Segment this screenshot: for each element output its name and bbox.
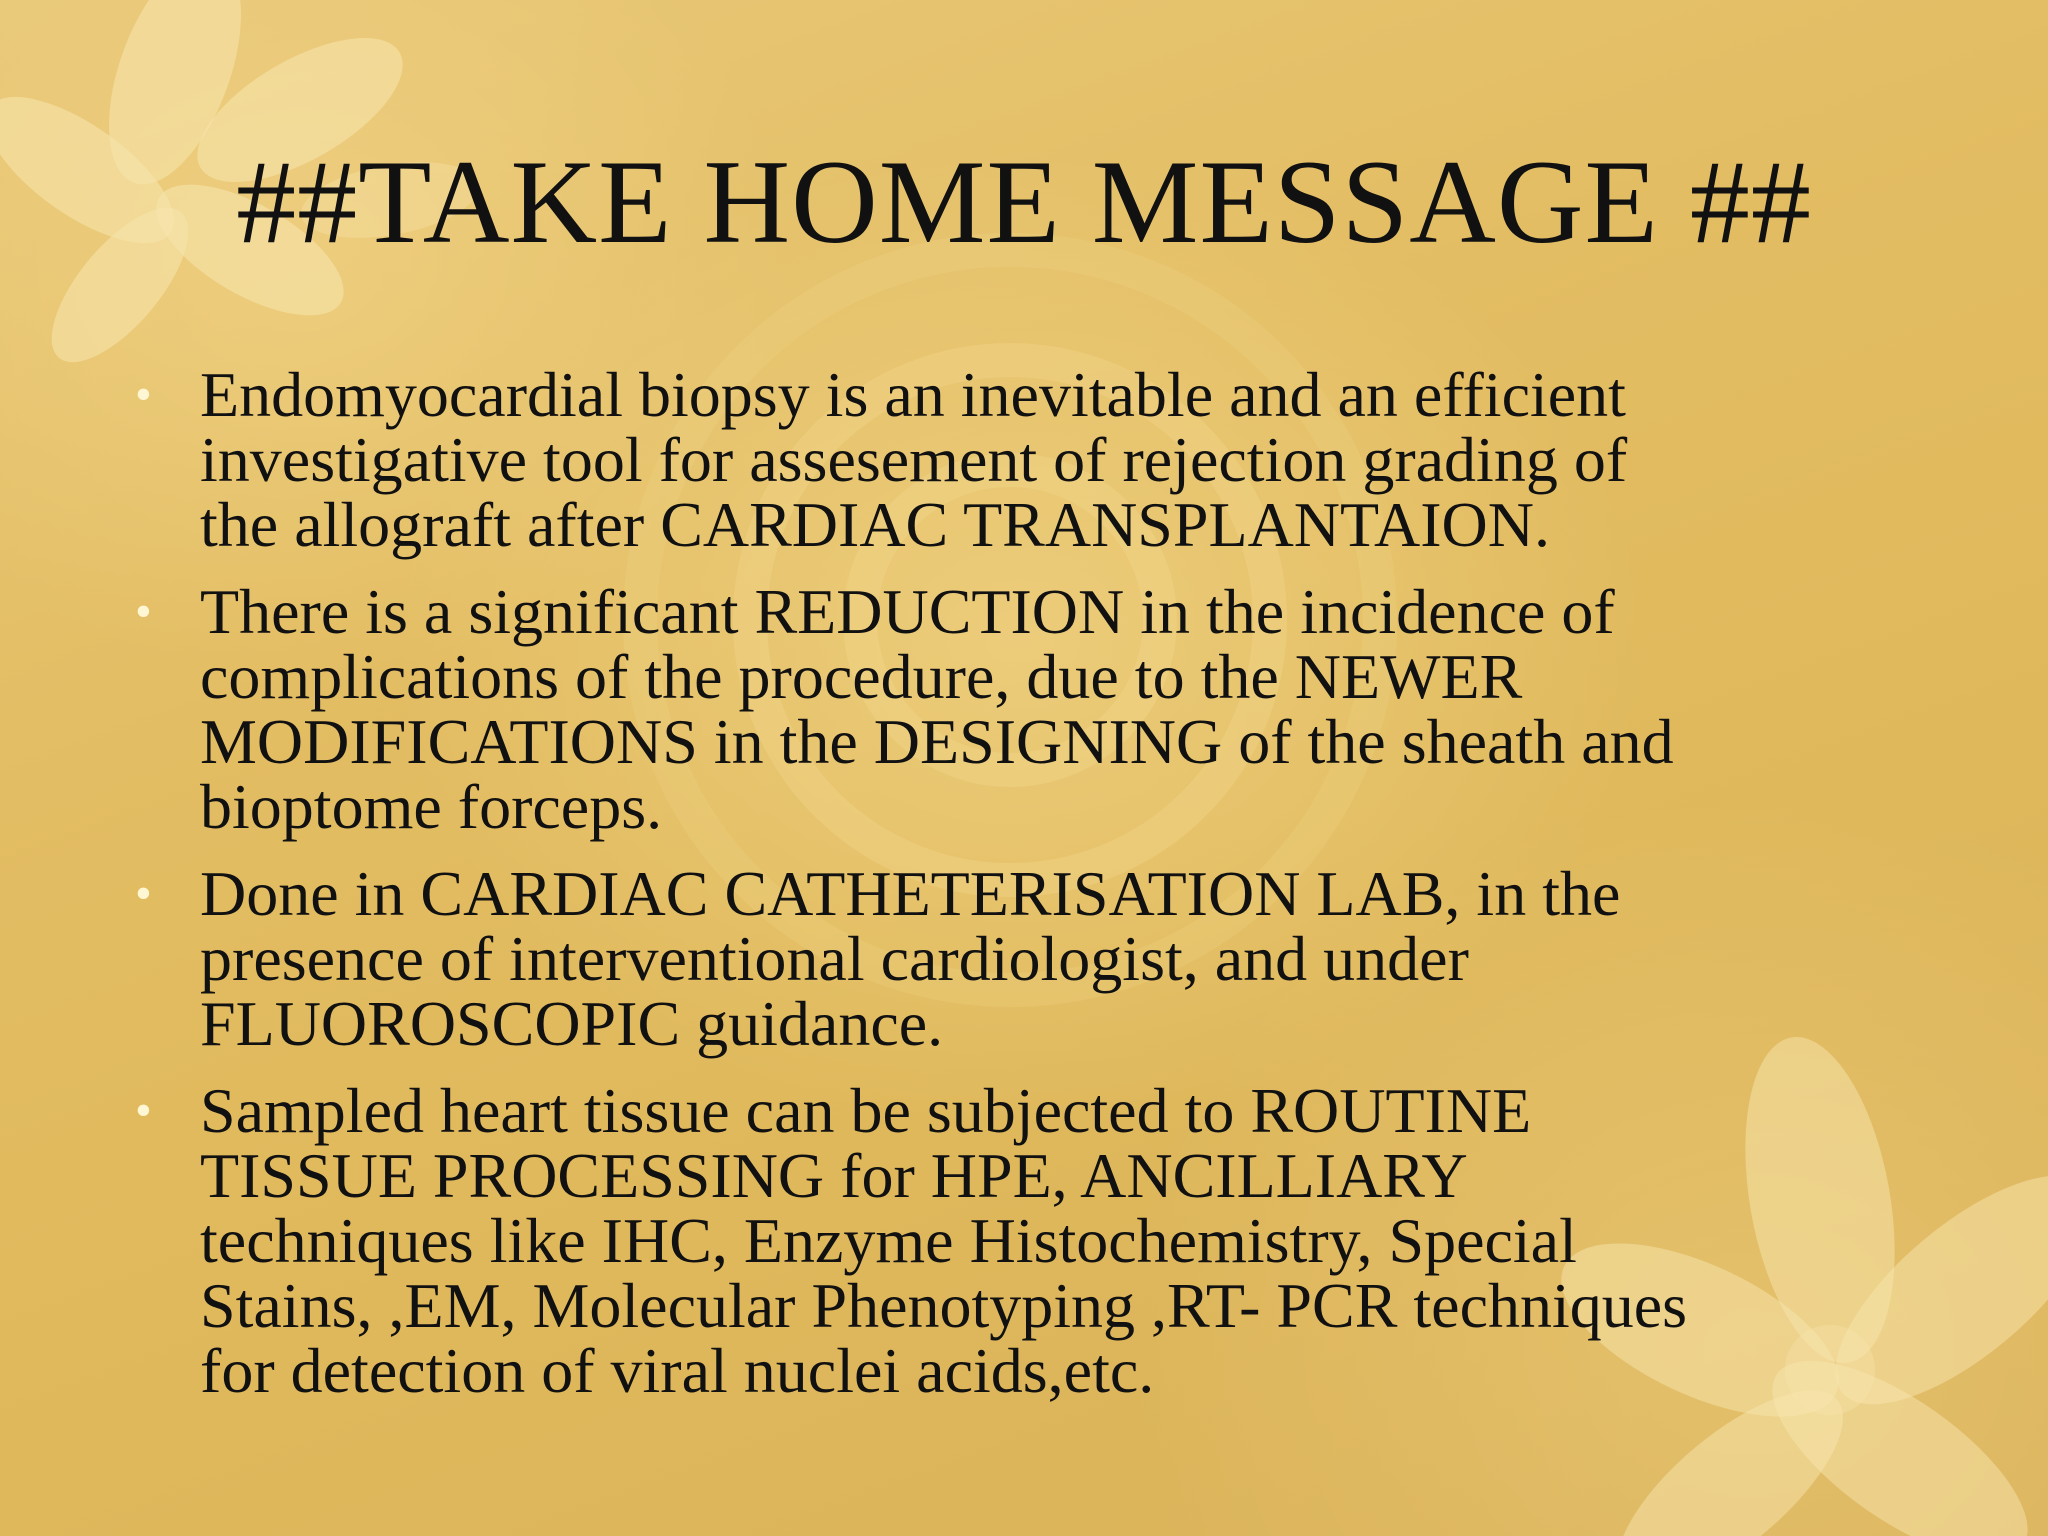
- bullet-icon: •: [135, 1084, 152, 1137]
- bullet-icon: •: [135, 867, 152, 920]
- bullet-line: complications of the procedure, due to the NEWER: [200, 641, 1523, 712]
- bullet-line: FLUOROSCOPIC guidance.: [200, 988, 944, 1059]
- bullet-line: investigative tool for assesement of rejection grading of: [200, 424, 1628, 495]
- bullet-item: [130, 576, 1930, 842]
- bullet-line: Endomyocardial biopsy is an inevitable and an efficient: [200, 359, 1626, 430]
- bullet-line: There is a significant REDUCTION in the incidence of: [200, 576, 1615, 647]
- bullet-item: [130, 359, 1930, 560]
- bullet-line: Stains, ,EM, Molecular Phenotyping ,RT- PCR techniques: [200, 1270, 1688, 1341]
- bullet-item: [130, 858, 1930, 1059]
- bullet-icon: •: [135, 585, 152, 638]
- bullet-line: presence of interventional cardiologist, and under: [200, 923, 1469, 994]
- bullet-line: for detection of viral nuclei acids,etc.: [200, 1335, 1155, 1406]
- bullet-line: TISSUE PROCESSING for HPE, ANCILLIARY: [200, 1140, 1468, 1211]
- bullet-item: [130, 1075, 1930, 1406]
- bullet-icon: •: [135, 368, 152, 421]
- bullet-line: techniques like IHC, Enzyme Histochemistry, Special: [200, 1205, 1577, 1276]
- bullet-line: MODIFICATIONS in the DESIGNING of the sheath and: [200, 706, 1674, 777]
- bullet-line: Sampled heart tissue can be subjected to ROUTINE: [200, 1075, 1532, 1146]
- bullet-line: bioptome forceps.: [200, 771, 663, 842]
- bullet-list: [130, 359, 1930, 1425]
- slide-title: ##TAKE HOME MESSAGE ##: [236, 135, 1812, 268]
- bullet-line: Done in CARDIAC CATHETERISATION LAB, in the: [200, 858, 1621, 929]
- bullet-line: the allograft after CARDIAC TRANSPLANTAION.: [200, 489, 1550, 560]
